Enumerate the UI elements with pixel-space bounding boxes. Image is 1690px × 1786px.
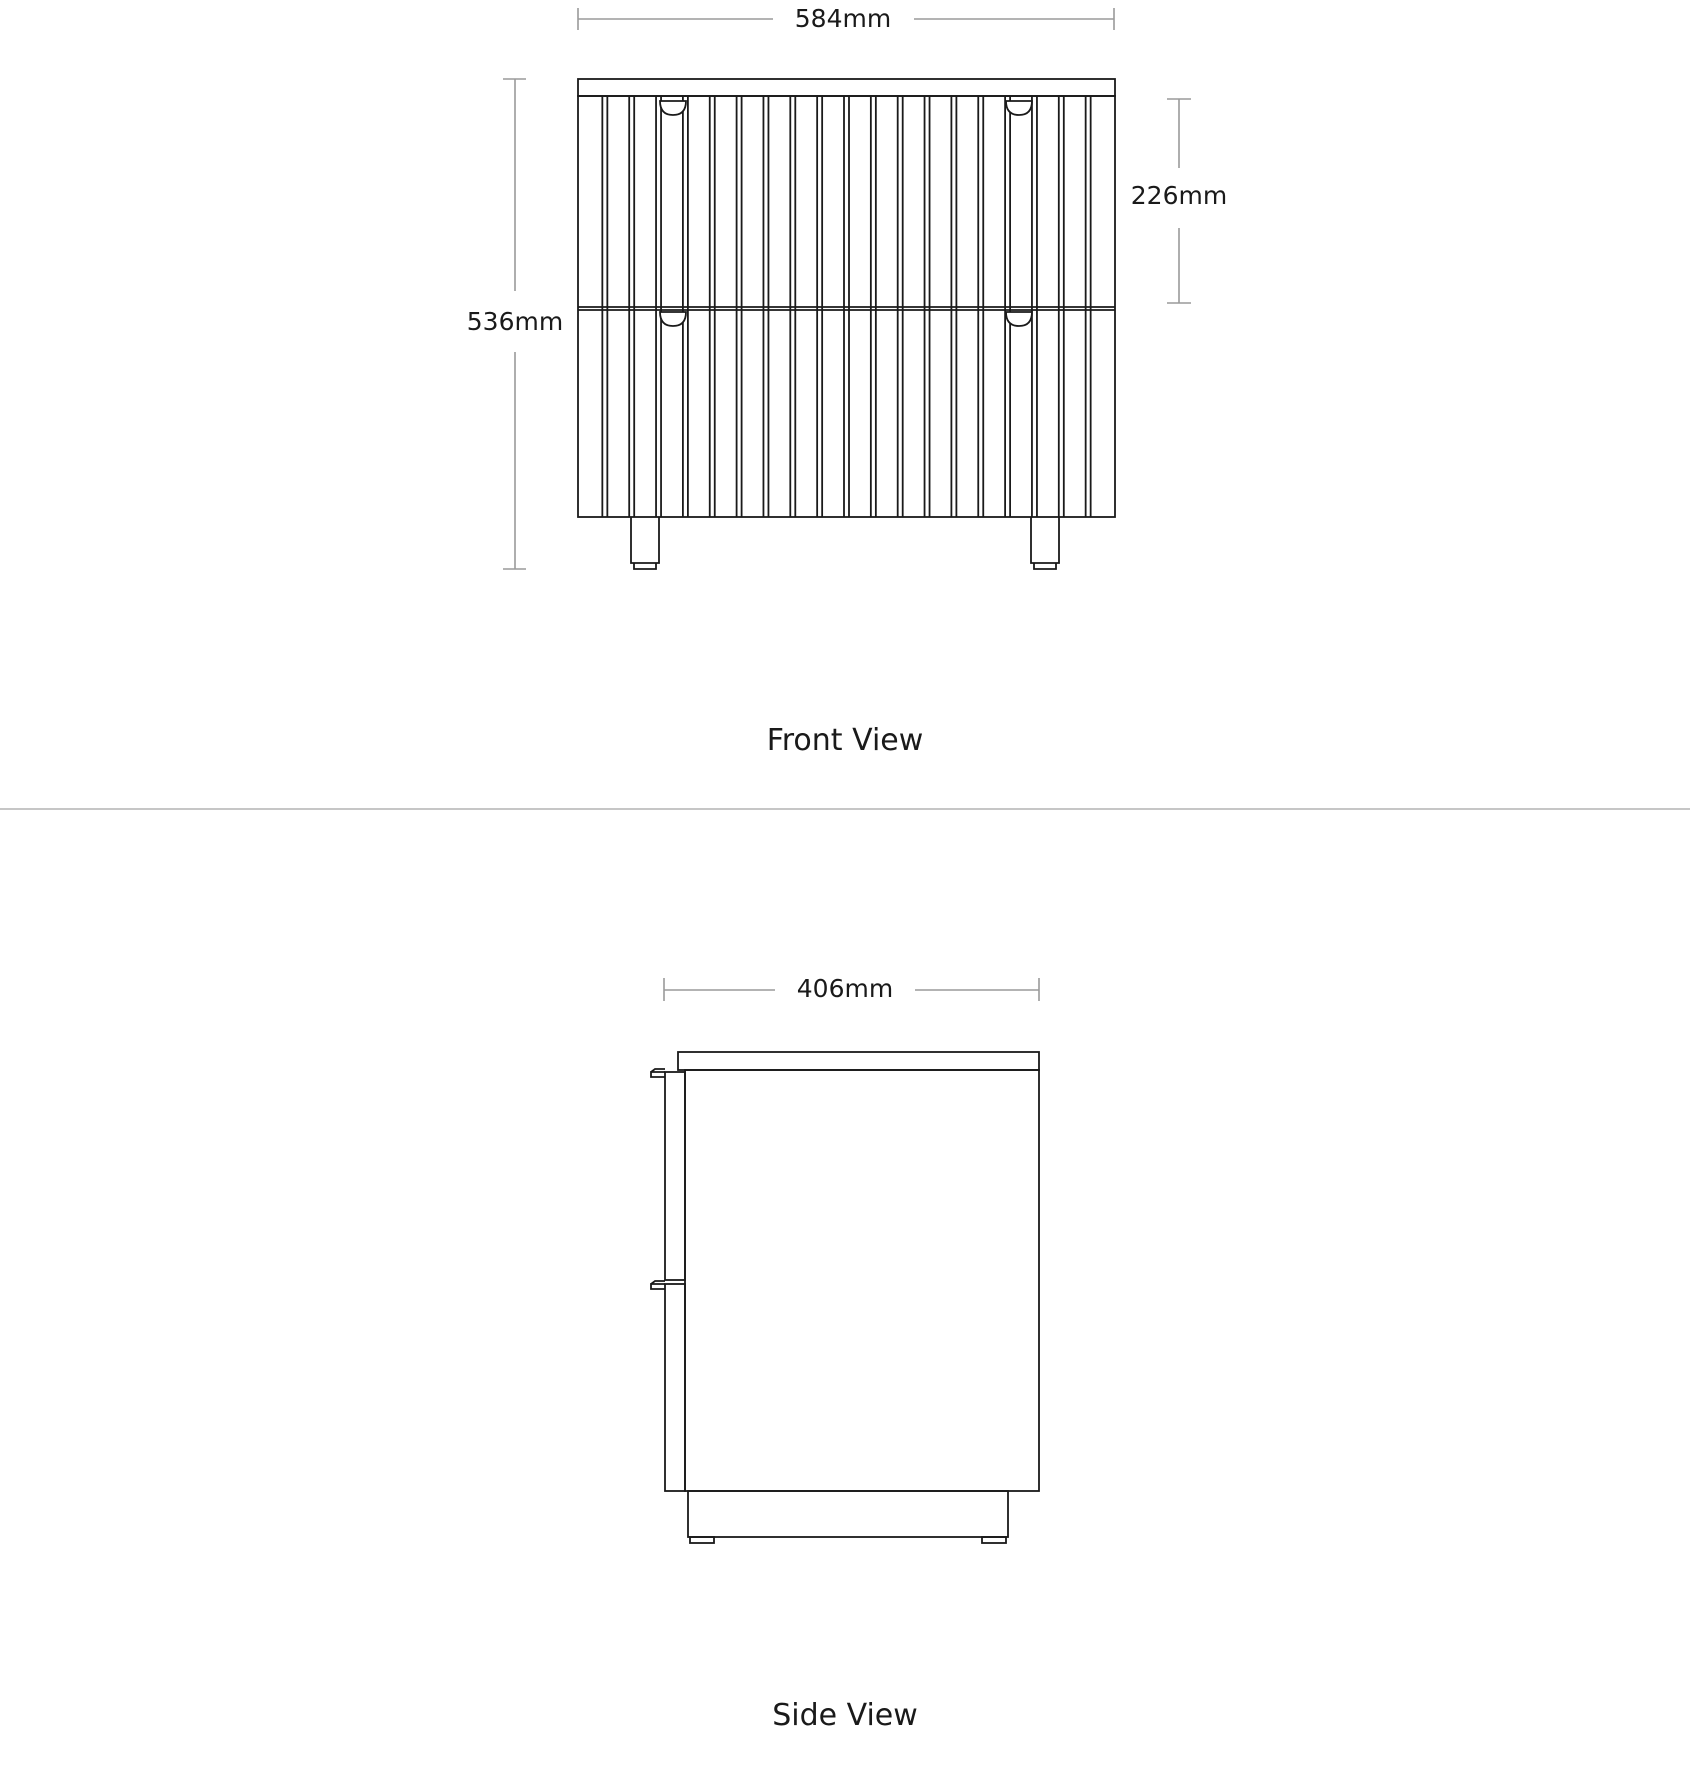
side-plinth bbox=[688, 1491, 1008, 1537]
handle-top-right bbox=[1006, 101, 1032, 115]
drawer-height-label: 226mm bbox=[1130, 181, 1228, 210]
front-top-slab bbox=[578, 79, 1115, 96]
side-view bbox=[651, 974, 1039, 1733]
front-leg-right bbox=[1031, 517, 1059, 563]
side-top-slab bbox=[678, 1052, 1039, 1070]
drawer-handles bbox=[660, 101, 1032, 326]
side-foot-left bbox=[690, 1537, 714, 1543]
front-cabinet bbox=[578, 79, 1115, 569]
front-legs bbox=[631, 517, 1059, 569]
front-height-label: 536mm bbox=[466, 307, 564, 336]
handle-bottom-right bbox=[1006, 312, 1032, 326]
side-cabinet bbox=[651, 1052, 1039, 1543]
side-handle-top bbox=[651, 1072, 665, 1077]
side-drawer-front-top bbox=[665, 1072, 685, 1280]
side-drawer-front-bottom bbox=[665, 1284, 685, 1491]
side-handle-bottom bbox=[651, 1284, 665, 1289]
front-leg-left bbox=[631, 517, 659, 563]
side-view-title: Side View bbox=[772, 1698, 918, 1733]
handle-bottom-left bbox=[660, 312, 686, 326]
front-view-title: Front View bbox=[766, 723, 924, 758]
front-view bbox=[467, 4, 1227, 758]
side-body bbox=[685, 1070, 1039, 1491]
side-foot-right bbox=[982, 1537, 1006, 1543]
side-depth-label: 406mm bbox=[796, 974, 894, 1003]
front-width-label: 584mm bbox=[794, 4, 892, 33]
handle-top-left bbox=[660, 101, 686, 115]
